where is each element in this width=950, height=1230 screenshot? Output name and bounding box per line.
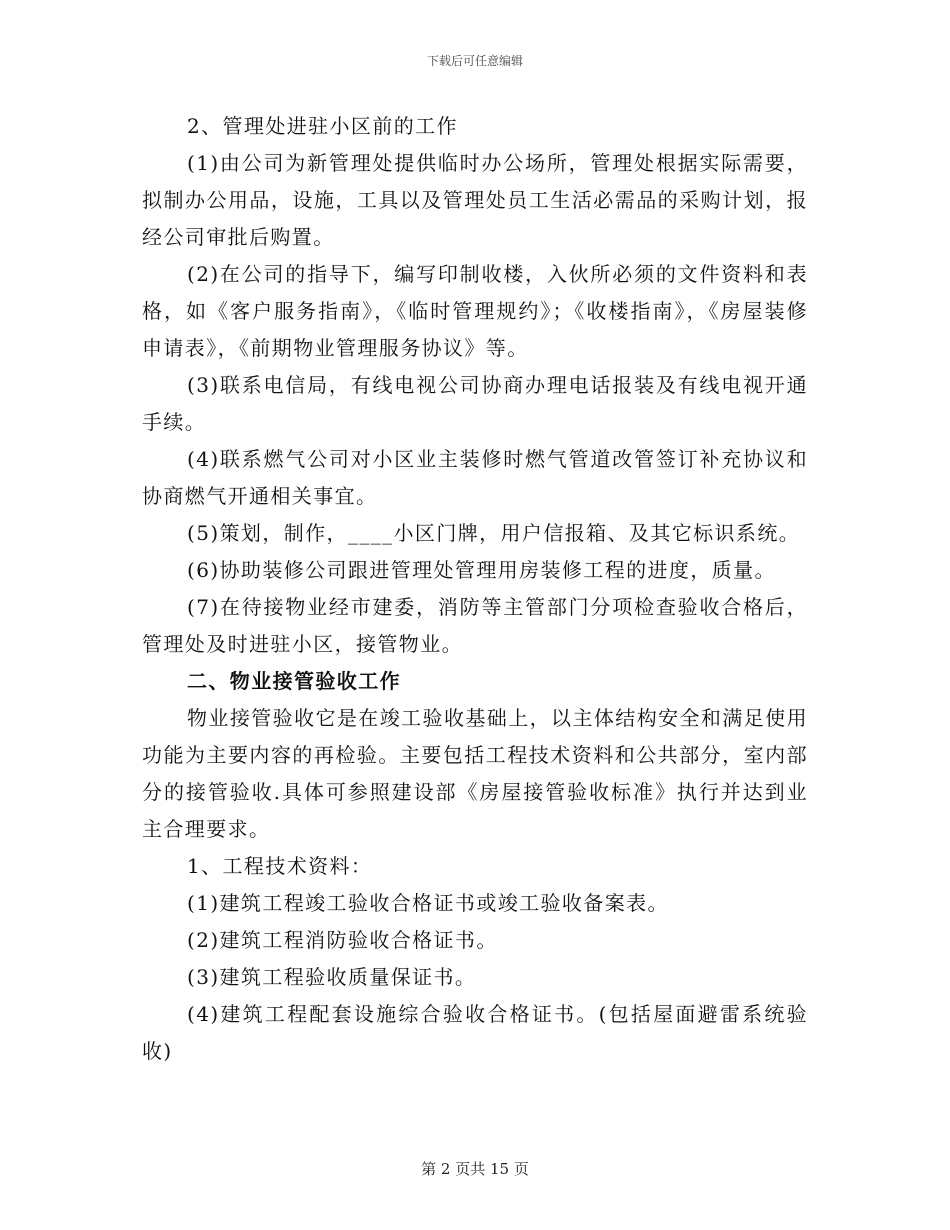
item-paragraph-4: (4)联系燃气公司对小区业主装修时燃气管道改管签订补充协议和协商燃气开通相关事宜。: [142, 447, 808, 508]
acceptance-intro-paragraph: 物业接管验收它是在竣工验收基础上，以主体结构安全和满足使用功能为主要内容的再检验。主要包括工程技术资料和公共部分，室内部分的接管验收.具体可参照建设部《房屋接管验收标准》执行并达到业主合理要求。: [142, 706, 808, 841]
page-header: 下载后可任意编辑: [426, 54, 523, 68]
item-paragraph-5: (5)策划，制作，____小区门牌，用户信报箱、及其它标识系统。: [187, 521, 801, 545]
item-paragraph-6: (6)协助装修公司跟进管理处管理用房装修工程的进度，质量。: [187, 558, 776, 582]
doc-item-4: (4)建筑工程配套设施综合验收合格证书。(包括屋面避雷系统验收): [142, 1002, 808, 1063]
doc-item-2: (2)建筑工程消防验收合格证书。: [187, 928, 498, 952]
doc-item-3: (3)建筑工程验收质量保证书。: [187, 965, 477, 989]
page-number-footer: 第 2 页共 15 页: [421, 1160, 529, 1178]
item-paragraph-1: (1)由公司为新管理处提供临时办公场所，管理处根据实际需要，拟制办公用品，设施，工具以及管理处员工生活必需品的采购计划，报经公司审批后购置。: [142, 151, 808, 249]
section-heading-acceptance: 二、物业接管验收工作: [187, 669, 401, 693]
item-paragraph-3: (3)联系电信局，有线电视公司协商办理电话报装及有线电视开通手续。: [142, 373, 808, 434]
section-heading-move-in: 2、管理处进驻小区前的工作: [187, 114, 458, 138]
document-body: [142, 108, 808, 1070]
doc-item-1: (1)建筑工程竣工验收合格证书或竣工验收备案表。: [187, 891, 669, 915]
item-paragraph-7: (7)在待接物业经市建委，消防等主管部门分项检查验收合格后，管理处及时进驻小区，接管物业。: [142, 595, 808, 656]
item-paragraph-2: (2)在公司的指导下，编写印制收楼，入伙所必须的文件资料和表格，如《客户服务指南》，《临时管理规约》；《收楼指南》，《房屋装修申请表》，《前期物业管理服务协议》等。: [142, 262, 808, 360]
subsection-heading-technical-docs: 1、工程技术资料：: [187, 854, 373, 878]
